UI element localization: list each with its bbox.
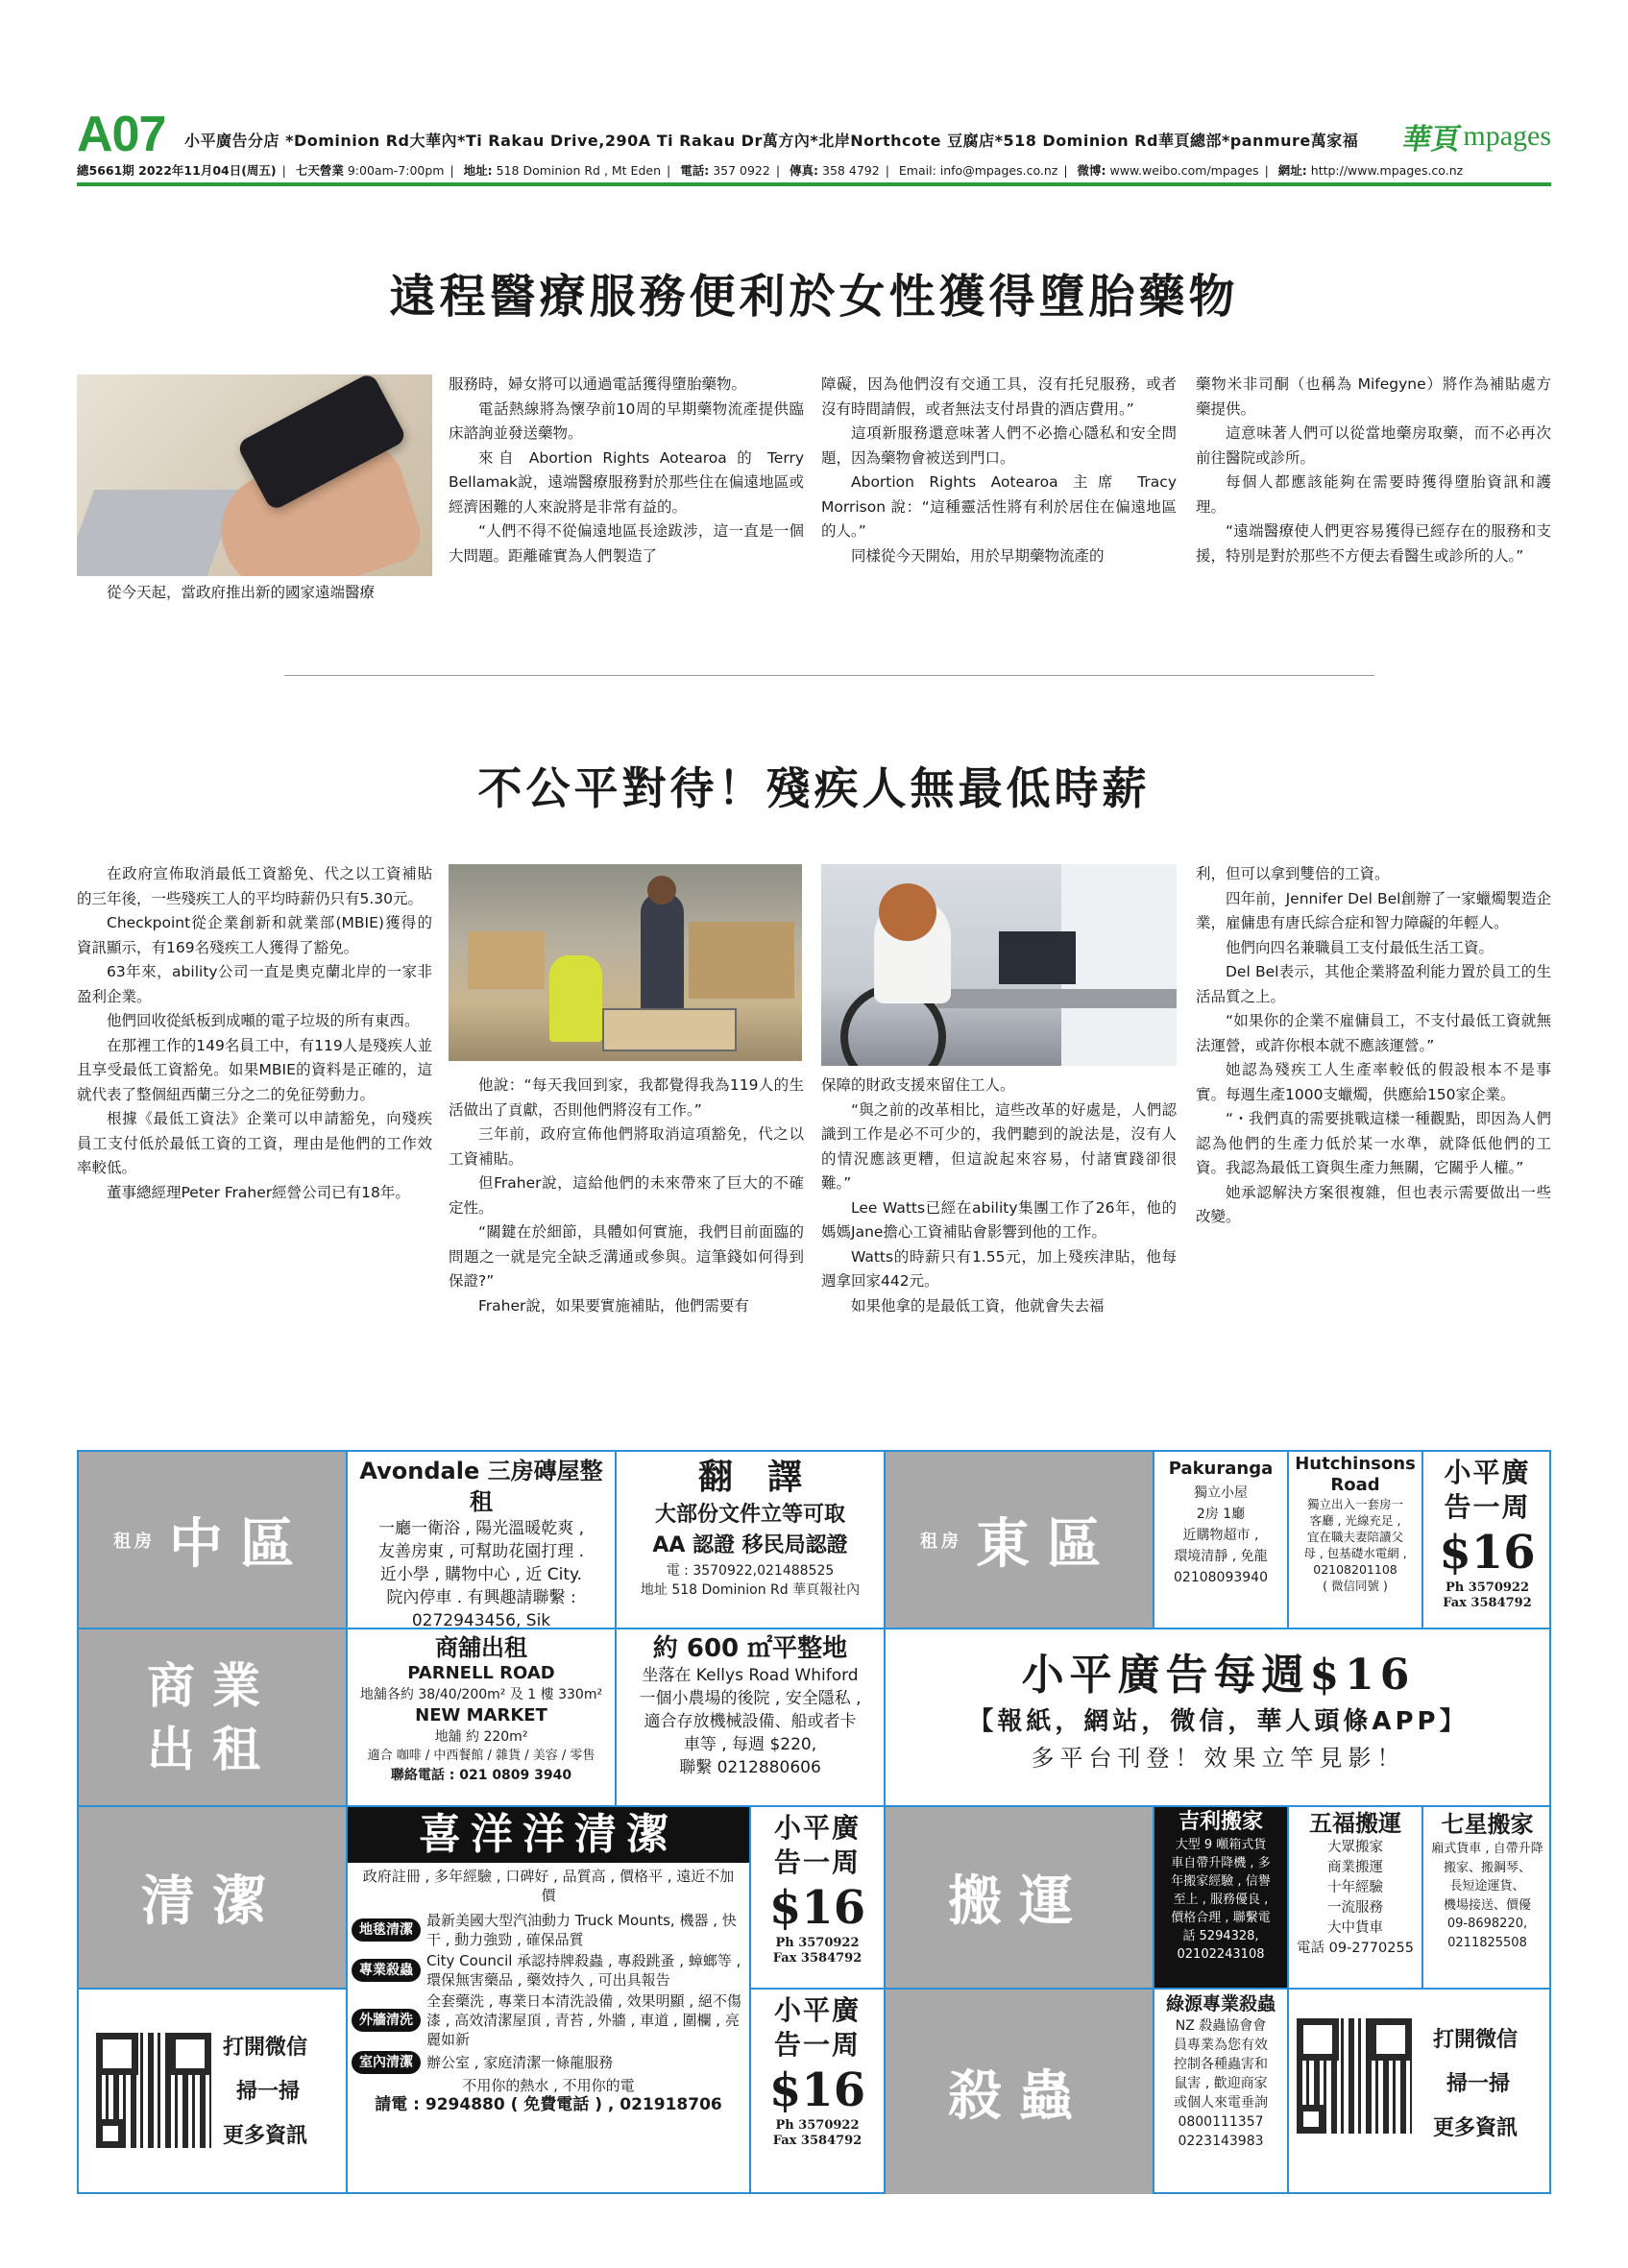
masthead bbox=[77, 106, 1551, 182]
logo-mark: 華頁 bbox=[1399, 123, 1464, 157]
tag-interior: 室內清潔 bbox=[352, 2051, 421, 2074]
article1-col2: 服務時，婦女將可以通過電話獲得墮胎藥物。 電話熱線將為懷孕前10周的早期藥物流產提供臨床諮詢並發送藥物。 來自 Abortion Rights Aotearoa 的 Terry Bellamak說，遠端醫療服務對於那些住在偏遠地區或經濟困難的人來說將是非常有益的。 “人們不得不從偏遠地區長途跋涉，這一直是一個大問題。距離確實為人們製造了 bbox=[449, 375, 804, 565]
article1-photo-phone bbox=[77, 374, 432, 576]
article1-col4: 藥物米非司酮（也稱為 Mifegyne）將作為補貼處方藥提供。 這意味著人們可以從當地藥房取藥，而不必再次前往醫院或診所。 每個人都應該能夠在需要時獲得墮胎資訊和護理。 “遠端醫療使人們更容易獲得已經存在的服務和支援，特別是對於那些不方便去看醫生或診所的人。” bbox=[1196, 375, 1551, 565]
hours-label: 七天營業 bbox=[295, 163, 344, 178]
page-number: A07 bbox=[77, 107, 166, 162]
article2-col4: 利，但可以拿到雙倍的工資。 四年前，Jennifer Del Bel創辦了一家蠟燭製造企業，雇傭患有唐氏綜合症和智力障礙的年輕人。 他們向四名兼職員工支付最低生活工資。 Del Bel表示，其他企業將盈利能力置於員工的生活品質之上。 “如果你的企業不雇傭員工，不支付最低工資就無法運營，或許你根本就不應該運營。” 她認為殘疾工人生產率較低的假設根本不是事實。每週生產1000支蠟燭，供應給150家企業。 “・我們真的需要挑戰這樣一種觀點，即因為人們認為他們的生產力低於某一水準，就降低他們的工資。我認為最低工資與生產力無關，它關乎人權。” 她承認解決方案很複雜，但也表示需要做出一些改變。 bbox=[1196, 865, 1551, 1225]
web-link[interactable]: http://www.mpages.co.nz bbox=[1310, 163, 1464, 178]
qr-code-icon[interactable] bbox=[1297, 2018, 1412, 2134]
tag-exterior: 外牆清洗 bbox=[352, 2009, 421, 2032]
address-label: 地址: bbox=[463, 163, 493, 178]
fax-label: 傳真: bbox=[790, 163, 819, 178]
web-label: 網址: bbox=[1277, 163, 1307, 178]
article2-photo-office bbox=[821, 864, 1177, 1066]
category-rent-central: 租房 中區 bbox=[79, 1452, 348, 1629]
logo-text: mpages bbox=[1463, 120, 1551, 152]
category-cleaning: 清潔 bbox=[79, 1807, 348, 1990]
article2-headline: 不公平對待！殘疾人無最低時薪 bbox=[477, 762, 1151, 814]
article-divider bbox=[284, 675, 1374, 676]
category-pest-control: 殺蟲 bbox=[886, 1990, 1154, 2194]
branch-line: 小平廣告分店 *Dominion Rd大華內*Ti Rakau Drive,290A Ti Rakau Dr萬方內*北岸Northcote 豆腐店*518 Dominion Rd華頁總部*panmure萬家福 bbox=[184, 132, 1359, 150]
info-line: 總5661期 2022年11月04日(周五) | 七天營業 9:00am-7:00pm | 地址: 518 Dominion Rd , Mt Eden | 電話: 357 0922 | 傳真: 358 4792 | Email: info@mpages.co.nz | 微博: www.weibo.com/mpages | 網址: http://www.mpages.co.nz bbox=[77, 163, 1464, 178]
fax: 358 4792 bbox=[822, 163, 880, 178]
tag-carpet: 地毯清潔 bbox=[352, 1918, 421, 1942]
ad-shop-rent[interactable]: 商舖出租 PARNELL ROAD 地舖各約 38/40/200m² 及 1 樓 330m² NEW MARKET 地舖 約 220m² 適合 咖啡 / 中西餐館 / 雜貨 / 美容 / 零售 聯絡電話 : 021 0809 3940 bbox=[348, 1629, 617, 1807]
ad-pakuranga[interactable]: Pakuranga 獨立小屋 2房 1廳 近購物超市 , 環境清靜 , 免龍 02108093940 bbox=[1154, 1452, 1289, 1629]
ad-jili-moving[interactable]: 吉利搬家 大型 9 噸箱式貨 車自帶升降機 , 多 年搬家經驗 , 信譽 至上 , 服務優良 , 價格合理 , 聯繫電 話 5294328, 02102243108 bbox=[1154, 1807, 1289, 1990]
ad-promo-1[interactable]: 小平廣告一周 $16 Ph 3570922 Fax 3584792 bbox=[1423, 1452, 1551, 1629]
issue: 總5661期 2022年11月04日(周五) bbox=[77, 163, 277, 178]
ad-land[interactable]: 約 600 ㎡平整地 坐落在 Kellys Road Whiford 一個小農場的後院 , 安全隱私 , 適合存放機械設備、船或者卡 車等 , 每週 $220, 聯繫 0212880606 bbox=[617, 1629, 886, 1807]
masthead-rule bbox=[77, 182, 1551, 186]
ad-avondale[interactable]: Avondale 三房磚屋整租 一廳一衛浴 , 陽光溫暖乾爽 , 友善房東 , 可幫助花園打理 . 近小學 , 購物中心 , 近 City. 院內停車 . 有興趣請聯繫 : 0272943456, Sik bbox=[348, 1452, 617, 1629]
article2-col3: 保障的財政支援來留住工人。 “與之前的改革相比，這些改革的好處是，人們認識到工作是必不可少的，我們聽到的說法是，沒有人的情況應該更糟，但這說起來容易，付諸實踐卻很難。” Lee Watts已經在ability集團工作了26年，他的媽媽Jane擔心工資補貼會影響到他的工作。 Watts的時薪只有1.55元，加上殘疾津貼，他每週拿回家442元。 如果他拿的是最低工資，他就會失去福 bbox=[821, 1076, 1177, 1315]
weibo-link[interactable]: www.weibo.com/mpages bbox=[1109, 163, 1259, 178]
email-link[interactable]: Email: info@mpages.co.nz bbox=[898, 163, 1058, 178]
qr-code-icon[interactable] bbox=[96, 2033, 211, 2148]
article2-col1: 在政府宣佈取消最低工資豁免、代之以工資補貼的三年後，一些殘疾工人的平均時薪仍只有5.30元。 Checkpoint從企業創新和就業部(MBIE)獲得的資訊顯示，有169名殘疾工人獲得了豁免。 63年來，ability公司一直是奧克蘭北岸的一家非盈利企業。 他們回收從紙板到成噸的電子垃圾的所有東西。 在那裡工作的149名員工中，有119人是殘疾人並且享受最低工資豁免。如果MBIE的資料是正確的，這就代表了整個紐西蘭三分之二的免征勞動力。 根據《最低工資法》企業可以申請豁免，向殘疾員工支付低於最低工資的工資，理由是他們的工作效率較低。 董事總經理Peter Fraher經營公司已有18年。 bbox=[77, 865, 432, 1201]
category-moving: 搬運 bbox=[886, 1807, 1154, 1990]
article1-headline: 遠程醫療服務便利於女性獲得墮胎藥物 bbox=[389, 270, 1239, 324]
article1-col3: 障礙，因為他們沒有交通工具，沒有托兒服務，或者沒有時間請假，或者無法支付昂貴的酒店費用。” 這項新服務還意味著人們不必擔心隱私和安全問題，因為藥物會被送到門口。 Abortion Rights Aotearoa 主席 Tracy Morrison 說：“這種靈活性將有利於居住在偏遠地區的人。” 同樣從今天開始，用於早期藥物流產的 bbox=[821, 375, 1177, 565]
hours: 9:00am-7:00pm bbox=[347, 163, 445, 178]
ad-qixing-moving[interactable]: 七星搬家 廂式貨車 , 自帶升降 搬家、搬鋼琴、 長短途運貨、 機場接送、價優 09-8698220, 0211825508 bbox=[1423, 1807, 1551, 1990]
weibo-label: 微博: bbox=[1077, 163, 1106, 178]
phone: 357 0922 bbox=[713, 163, 770, 178]
ad-promo-2[interactable]: 小平廣告一周 $16 Ph 3570922 Fax 3584792 bbox=[751, 1807, 886, 1990]
mpages-logo[interactable] bbox=[1399, 115, 1551, 157]
article1-col1: 從今天起，當政府推出新的國家遠端醫療 bbox=[107, 584, 376, 601]
wechat-scan-right[interactable]: 打開微信 掃一掃 更多資訊 bbox=[1289, 1990, 1551, 2194]
tag-pest: 專業殺蟲 bbox=[352, 1959, 421, 1982]
category-rent-east: 租房 東區 bbox=[886, 1452, 1154, 1629]
ad-weekly-promo[interactable]: 小平廣告每週$16 【報紙，網站，微信，華人頭條APP】 多平台刊登！效果立竿見影！ bbox=[886, 1629, 1551, 1807]
category-commercial: 商業 出租 bbox=[79, 1629, 348, 1807]
ad-promo-3[interactable]: 小平廣告一周 $16 Ph 3570922 Fax 3584792 bbox=[751, 1990, 886, 2194]
ad-xiyang-cleaning[interactable]: 喜洋洋清潔 政府註冊 , 多年經驗 , 口碑好 , 品質高 , 價格平 , 遠近不加價 地毯清潔 最新美國大型汽油動力 Truck Mounts, 機器 , 快干 , 動力強勁 , 確保品質 專業殺蟲 City Council 承認持牌殺蟲 , 專殺跳蚤 , 蟑螂等 , 環保無害藥品 , 藥效持久 , 可出具報告 外牆清洗 全套藥洗 , 專業日本清洗設備 , 效果明顯 , 絕不傷漆 , 高效清潔屋頂 , 青苔 , 外牆 , 車道 , 圍欄 , 亮麗如新 室內清潔 辦公室 , 家庭清潔一條龍服務 不用你的熱水 , 不用你的電 請電 : 9294880 ( 免費電話 ) , 021918706 bbox=[348, 1807, 751, 2194]
address: 518 Dominion Rd , Mt Eden bbox=[496, 163, 661, 178]
article2-photo-workers bbox=[449, 864, 802, 1061]
ad-lvyuan-pest[interactable]: 綠源專業殺蟲 NZ 殺蟲協會會 員專業為您有效 控制各種蟲害和 鼠害 , 歡迎商家 或個人來電垂詢 0800111357 0223143983 bbox=[1154, 1990, 1289, 2194]
ad-translation[interactable]: 翻 譯 大部份文件立等可取 AA 認證 移民局認證 電 : 3570922,021488525 地址 518 Dominion Rd 華頁報社內 bbox=[617, 1452, 886, 1629]
wechat-scan-left[interactable]: 打開微信 掃一掃 更多資訊 bbox=[79, 1990, 348, 2194]
ad-wufu-moving[interactable]: 五福搬運 大眾搬家 商業搬運 十年經驗 一流服務 大中貨車 電話 09-2770255 bbox=[1289, 1807, 1423, 1990]
article2-col2: 他說：“每天我回到家，我都覺得我為119人的生活做出了貢獻，否則他們將沒有工作。” 三年前，政府宣佈他們將取消這項豁免，代之以工資補貼。 但Fraher說，這給他們的未來帶來了巨大的不確定性。 “關鍵在於細節，具體如何實施，我們目前面臨的問題之一就是完全缺乏溝通或參與。這筆錢如何得到保證?” Fraher說，如果要實施補貼，他們需要有 bbox=[449, 1076, 804, 1315]
phone-label: 電話: bbox=[680, 163, 710, 178]
ad-hutchinsons[interactable]: Hutchinsons Road 獨立出入一套房一 客廳 , 光線充足 , 宜在職夫妻陪讀父 母 , 包基礎水電網 , 02108201108 ( 微信同號 ) bbox=[1289, 1452, 1423, 1629]
classifieds-grid bbox=[77, 1450, 1551, 2194]
